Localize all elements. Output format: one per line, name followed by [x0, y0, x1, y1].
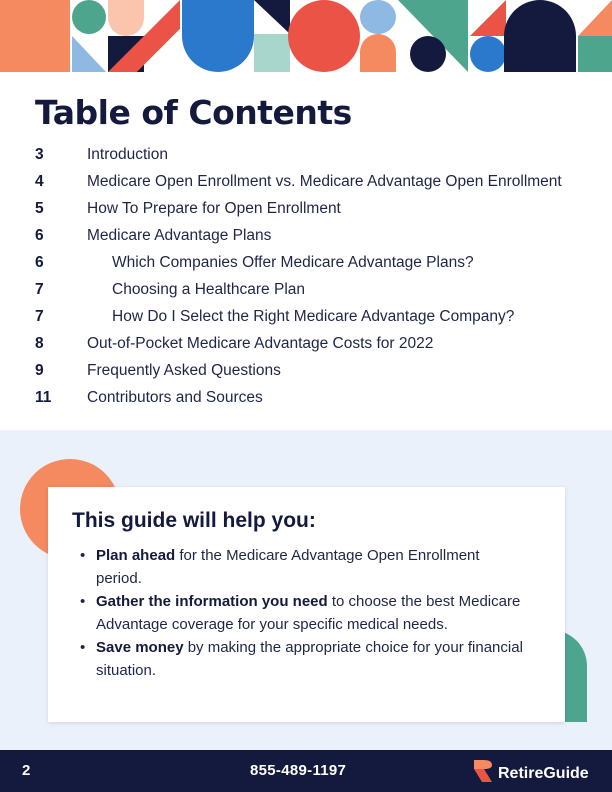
deco-lightblue-circle	[360, 0, 396, 34]
toc-entry[interactable]	[35, 168, 605, 195]
footer-phone-link[interactable]: 855-489-1197	[250, 762, 347, 779]
deco-blue-half-circle	[182, 0, 254, 72]
deco-lightblue-triangle	[72, 36, 106, 72]
toc-entry[interactable]	[35, 222, 605, 249]
toc-page-number: 7	[35, 280, 44, 298]
header-decoration	[0, 0, 612, 72]
toc-page-number: 3	[35, 145, 44, 163]
deco-orange-arch	[360, 34, 396, 72]
brand-name: RetireGuide	[498, 764, 589, 782]
toc-entry[interactable]	[35, 384, 605, 411]
toc-entry-label: Medicare Advantage Plans	[87, 226, 272, 244]
guide-card	[48, 487, 565, 722]
deco-red-small-triangle	[470, 0, 506, 36]
retireguide-logo-icon	[472, 760, 492, 787]
toc-subentry[interactable]	[35, 276, 605, 303]
toc-entry-label: How To Prepare for Open Enrollment	[87, 199, 341, 217]
toc-subentry[interactable]	[35, 249, 605, 276]
guide-title: This guide will help you:	[72, 509, 316, 532]
toc-entry[interactable]	[35, 330, 605, 357]
deco-orange-block	[0, 0, 70, 72]
deco-teal-circle	[72, 0, 106, 34]
deco-red-circle	[288, 0, 360, 72]
guide-list-item	[78, 544, 528, 590]
toc-entry-label: Which Companies Offer Medicare Advantage Plans?	[112, 253, 474, 271]
deco-blue-small-circle	[470, 36, 506, 72]
toc-page-number: 7	[35, 307, 44, 325]
toc-entry-label: Contributors and Sources	[87, 388, 263, 406]
guide-item-text: by making the appropriate choice for your financial situation.	[96, 639, 523, 679]
toc-entry[interactable]	[35, 195, 605, 222]
deco-orange-small-block	[578, 0, 612, 36]
guide-item-text: for the Medicare Advantage Open Enrollment period.	[96, 547, 480, 587]
guide-item-bold: Save money	[96, 639, 184, 656]
guide-item-text: to choose the best Medicare Advantage coverage for your specific medical needs.	[96, 593, 521, 633]
toc-page-number: 11	[35, 388, 52, 406]
deco-peach-arch	[108, 0, 144, 36]
brand-logo[interactable]	[472, 760, 589, 787]
deco-teal-small-block	[578, 36, 612, 72]
toc-entry-label: How Do I Select the Right Medicare Advantage Company?	[112, 307, 515, 325]
table-of-contents	[35, 141, 605, 411]
toc-entry-label: Introduction	[87, 145, 168, 163]
toc-entry-label: Choosing a Healthcare Plan	[112, 280, 306, 298]
page-title: Table of Contents	[35, 93, 352, 132]
toc-page-number: 8	[35, 334, 44, 352]
guide-list-item	[78, 636, 528, 682]
guide-item-bold: Gather the information you need	[96, 593, 328, 610]
deco-navy-arch	[504, 0, 576, 72]
footer-page-number: 2	[22, 762, 31, 779]
toc-page-number: 5	[35, 199, 44, 217]
toc-entry-label: Medicare Open Enrollment vs. Medicare Advantage Open Enrollment	[87, 172, 562, 190]
toc-page-number: 6	[35, 253, 44, 271]
toc-entry[interactable]	[35, 357, 605, 384]
toc-entry[interactable]	[35, 141, 605, 168]
deco-navy-corner	[254, 0, 290, 34]
toc-page-number: 4	[35, 172, 44, 190]
guide-list-item	[78, 590, 528, 636]
guide-item-bold: Plan ahead	[96, 547, 176, 564]
toc-page-number: 6	[35, 226, 44, 244]
guide-list	[78, 544, 528, 682]
toc-entry-label: Out-of-Pocket Medicare Advantage Costs for 2022	[87, 334, 434, 352]
deco-navy-circle	[410, 36, 446, 72]
toc-subentry[interactable]	[35, 303, 605, 330]
toc-entry-label: Frequently Asked Questions	[87, 361, 281, 379]
deco-mint-block	[254, 34, 290, 72]
toc-page-number: 9	[35, 361, 44, 379]
page-footer	[0, 750, 612, 792]
